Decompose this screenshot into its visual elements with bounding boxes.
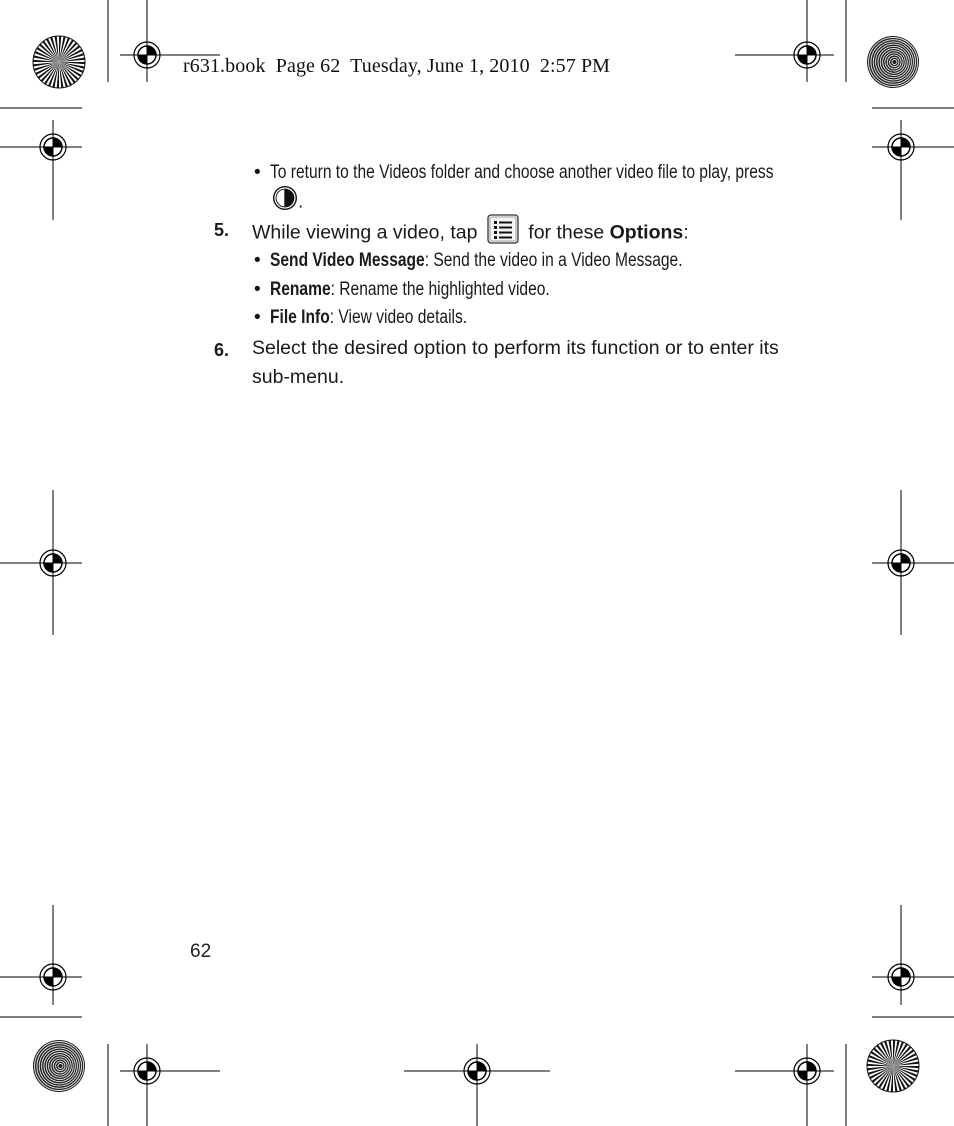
book-header: r631.book Page 62 Tuesday, June 1, 2010 2:57 PM	[183, 55, 611, 77]
option-label: Rename	[270, 279, 331, 300]
starburst-target-top-left	[33, 36, 85, 88]
crosshair-mark-bottom-center	[404, 1044, 550, 1126]
step-5-middle: for these	[528, 221, 605, 244]
starburst-target-bottom-right	[867, 1040, 919, 1092]
crosshair-mark-bottom-right-a	[872, 905, 954, 1017]
option-item	[270, 247, 683, 275]
step-6-line1: Select the desired option to perform its function or to enter its	[252, 337, 779, 359]
step-6-number: 6.	[214, 340, 230, 360]
crosshair-mark-top-left-b	[0, 108, 82, 220]
step-5-prefix: While viewing a video, tap	[252, 221, 478, 244]
crosshair-mark-bottom-right-b	[735, 1044, 846, 1126]
step-6-line2: sub-menu.	[252, 366, 345, 388]
bullet-dot: •	[254, 250, 261, 271]
intro-bullet-text: To return to the Videos folder and choose another video file to play, press	[270, 162, 774, 183]
option-item	[270, 276, 550, 304]
bullet-dot: •	[254, 307, 261, 328]
moire-target-bottom-left	[33, 1040, 85, 1092]
crosshair-mark-bottom-left-a	[0, 905, 82, 1017]
intro-bullet-period: .	[298, 191, 304, 213]
option-label: File Info	[270, 307, 330, 328]
crosshair-mark-bottom-left-b	[108, 1044, 220, 1126]
crosshair-mark-top-right-a	[735, 0, 846, 82]
option-label: Send Video Message	[270, 250, 425, 271]
bullet-dot: •	[254, 162, 261, 183]
crosshair-mark-top-right-b	[872, 108, 954, 220]
crosshair-mark-mid-right	[872, 490, 954, 635]
option-desc: : Send the video in a Video Message.	[424, 250, 683, 271]
crosshair-mark-mid-left	[0, 490, 82, 635]
option-item	[270, 304, 467, 332]
moire-target-top-right	[867, 36, 919, 88]
step-5-number: 5.	[214, 220, 230, 240]
options-label: Options	[609, 221, 684, 244]
intro-bullet	[270, 159, 773, 187]
option-desc: : Rename the highlighted video.	[330, 279, 550, 300]
page-number: 62	[190, 941, 212, 962]
bullet-dot: •	[254, 279, 261, 300]
option-desc: : View video details.	[329, 307, 468, 328]
step-5-colon: :	[683, 221, 689, 244]
